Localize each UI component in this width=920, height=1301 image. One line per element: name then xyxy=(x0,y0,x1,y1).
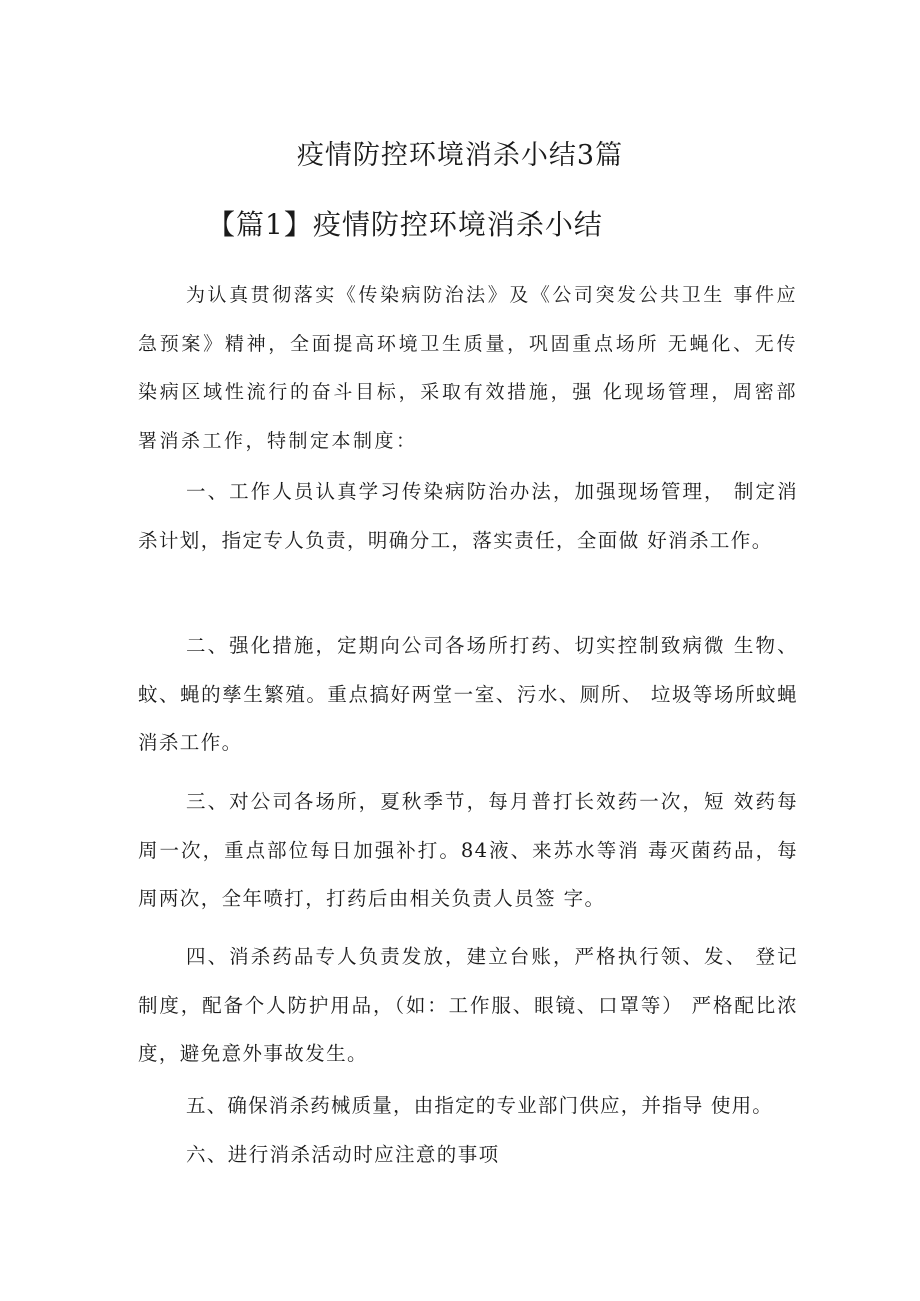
paragraph-item-1: 一、工作人员认真学习传染病防治办法，加强现场管理， 制定消杀计划，指定专人负责，明确分工，落实责任，全面做 好消杀工作。 xyxy=(138,480,798,552)
paragraph-item-4: 四、消杀药品专人负责发放，建立台账，严格执行领、发、 登记制度，配备个人防护用品，（如：工作服、眼镜、口罩等） 严格配比浓度，避免意外事故发生。 xyxy=(138,945,798,1065)
section-heading: 【篇1】疫情防控环境消杀小结 xyxy=(207,208,603,241)
paragraph-item-6: 六、进行消杀活动时应注意的事项 xyxy=(186,1143,500,1166)
paragraph-intro: 为认真贯彻落实《传染病防治法》及《公司突发公共卫生 事件应急预案》精神，全面提高环境卫生质量，巩固重点场所 无蝇化、无传染病区域性流行的奋斗目标，采取有效措施，强 化现场管理，周密部署消杀工作，特制定本制度： xyxy=(138,284,798,452)
paragraph-item-2: 二、强化措施，定期向公司各场所打药、切实控制致病微 生物、蚊、蝇的孳生繁殖。重点搞好两堂一室、污水、厕所、 垃圾等场所蚊蝇消杀工作。 xyxy=(138,634,798,754)
paragraph-item-3: 三、对公司各场所，夏秋季节，每月普打长效药一次，短 效药每周一次，重点部位每日加强补打。84液、来苏水等消 毒灭菌药品，每周两次，全年喷打，打药后由相关负责人员签 字。 xyxy=(138,790,798,910)
document-title: 疫情防控环境消杀小结3篇 xyxy=(296,140,624,171)
paragraph-item-5: 五、确保消杀药械质量，由指定的专业部门供应，并指导 使用。 xyxy=(186,1094,773,1117)
